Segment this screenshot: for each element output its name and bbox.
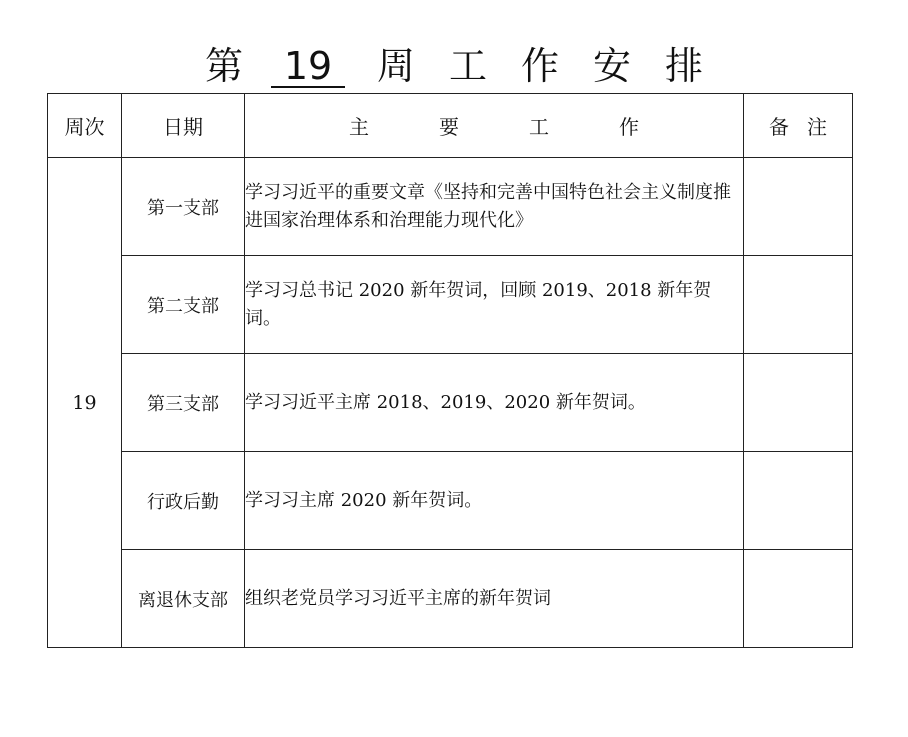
week-cell: 19 <box>48 158 122 648</box>
header-week: 周次 <box>48 94 122 158</box>
branch-cell: 第二支部 <box>122 256 245 354</box>
header-date: 日期 <box>122 94 245 158</box>
header-main-work: 主要工作 <box>245 94 744 158</box>
title-suffix: 周工作安排 <box>377 44 738 88</box>
note-cell <box>744 550 853 648</box>
note-cell <box>744 158 853 256</box>
note-cell <box>744 256 853 354</box>
schedule-table <box>47 93 853 648</box>
page-title <box>0 40 908 92</box>
branch-cell: 离退休支部 <box>122 550 245 648</box>
table-row <box>48 354 853 452</box>
title-prefix: 第 <box>204 44 243 88</box>
work-cell: 学习习总书记 2020 新年贺词，回顾 2019、2018 新年贺词。 <box>245 256 744 354</box>
table-row <box>48 550 853 648</box>
work-cell: 学习习近平主席 2018、2019、2020 新年贺词。 <box>245 354 744 452</box>
table-row <box>48 158 853 256</box>
title-week-number: 19 <box>271 46 345 88</box>
work-cell: 学习习主席 2020 新年贺词。 <box>245 452 744 550</box>
work-cell: 学习习近平的重要文章《坚持和完善中国特色社会主义制度推进国家治理体系和治理能力现代化》 <box>245 158 744 256</box>
header-note: 备注 <box>744 94 853 158</box>
branch-cell: 第一支部 <box>122 158 245 256</box>
note-cell <box>744 354 853 452</box>
table-row <box>48 452 853 550</box>
table-row <box>48 256 853 354</box>
work-cell: 组织老党员学习习近平主席的新年贺词 <box>245 550 744 648</box>
header-row <box>48 94 853 158</box>
note-cell <box>744 452 853 550</box>
branch-cell: 行政后勤 <box>122 452 245 550</box>
branch-cell: 第三支部 <box>122 354 245 452</box>
